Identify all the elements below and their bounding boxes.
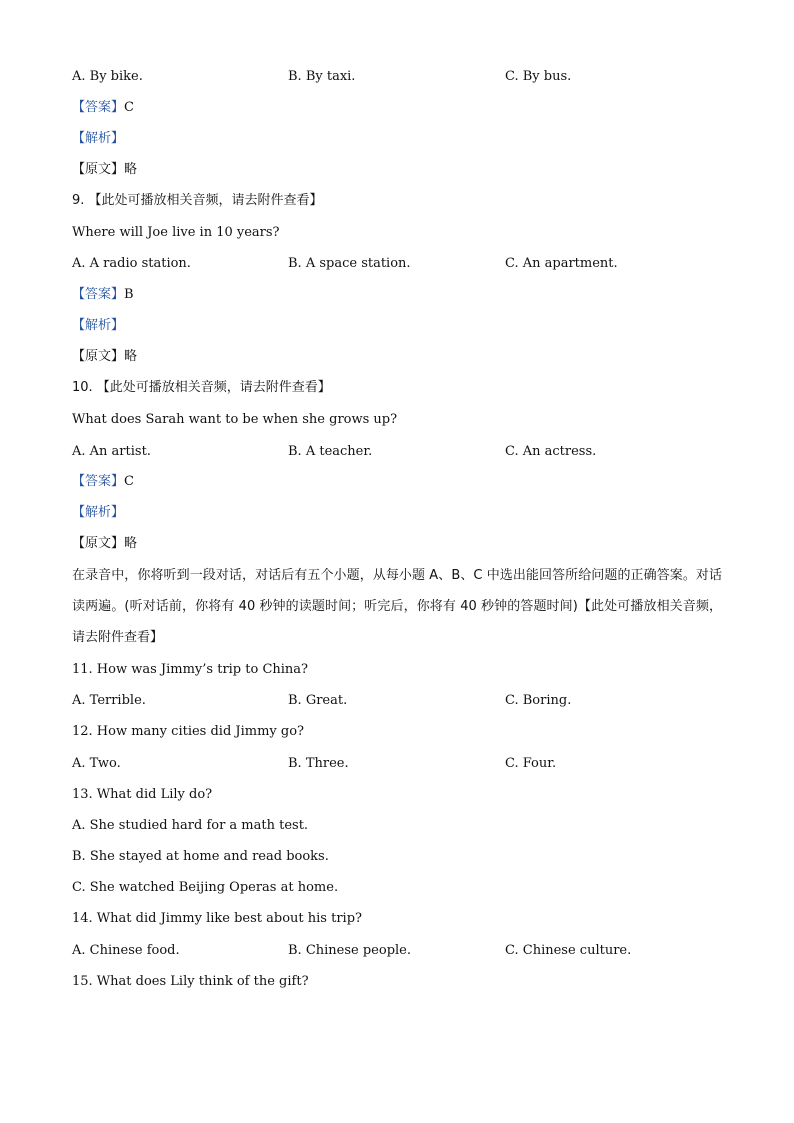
answer-label: 【答案】 (72, 100, 125, 115)
answer-label: 【答案】 (72, 287, 125, 302)
q8-option-a: A. By bike. (72, 69, 143, 84)
q11-option-a: A. Terrible. (72, 693, 146, 708)
q9-title: 9. 【此处可播放相关音频，请去附件查看】 (72, 193, 323, 208)
answer-value: C (124, 474, 134, 489)
q9-option-b: B. A space station. (288, 256, 411, 271)
original-value: 略 (124, 536, 138, 551)
q14-question: 14. What did Jimmy like best about his trip? (72, 911, 362, 926)
q13-option-a: A. She studied hard for a math test. (72, 818, 309, 833)
q10-answer (72, 474, 134, 490)
q9-option-a: A. A radio station. (72, 256, 191, 271)
q10-question: What does Sarah want to be when she grows up? (72, 412, 398, 427)
q9-original (72, 349, 137, 365)
q9-option-c: C. An apartment. (505, 256, 618, 271)
section-instruction: 在录音中，你将听到一段对话，对话后有五个小题，从每小题 A、B、C 中选出能回答所给问题的正确答案。对话读两遍。(听对话前，你将有 40 秒钟的读题时间；听完后，你将有 40 秒钟的答题时间)【此处可播放相关音频，请去附件查看】 (72, 568, 722, 645)
q11-question: 11. How was Jimmy’s trip to China? (72, 662, 309, 677)
q10-title: 10. 【此处可播放相关音频，请去附件查看】 (72, 380, 331, 395)
q12-option-c: C. Four. (505, 756, 557, 771)
q13-option-c: C. She watched Beijing Operas at home. (72, 880, 339, 895)
q14-option-b: B. Chinese people. (288, 943, 412, 958)
q13-option-b: B. She stayed at home and read books. (72, 849, 329, 864)
analysis-label: 【解析】 (72, 318, 125, 333)
q12-question: 12. How many cities did Jimmy go? (72, 724, 305, 739)
q9-answer (72, 287, 134, 303)
q10-option-b: B. A teacher. (288, 444, 373, 459)
original-value: 略 (124, 162, 138, 177)
q12-option-b: B. Three. (288, 756, 349, 771)
original-value: 略 (124, 349, 138, 364)
q8-answer (72, 100, 134, 116)
q14-option-a: A. Chinese food. (72, 943, 180, 958)
q10-option-a: A. An artist. (72, 444, 151, 459)
q10-option-c: C. An actress. (505, 444, 597, 459)
original-label: 【原文】 (72, 349, 125, 364)
q8-analysis (72, 131, 124, 147)
q8-option-b: B. By taxi. (288, 69, 356, 84)
q11-option-b: B. Great. (288, 693, 348, 708)
q8-option-c: C. By bus. (505, 69, 572, 84)
answer-label: 【答案】 (72, 474, 125, 489)
q10-analysis (72, 505, 124, 521)
answer-value: C (124, 100, 134, 115)
q8-original (72, 162, 137, 178)
original-label: 【原文】 (72, 536, 125, 551)
q15-question: 15. What does Lily think of the gift? (72, 974, 309, 989)
q12-option-a: A. Two. (72, 756, 121, 771)
q11-option-c: C. Boring. (505, 693, 572, 708)
original-label: 【原文】 (72, 162, 125, 177)
q13-question: 13. What did Lily do? (72, 787, 213, 802)
analysis-label: 【解析】 (72, 131, 125, 146)
analysis-label: 【解析】 (72, 505, 125, 520)
q9-analysis (72, 318, 124, 334)
q10-original (72, 536, 137, 552)
q14-option-c: C. Chinese culture. (505, 943, 632, 958)
q9-question: Where will Joe live in 10 years? (72, 225, 280, 240)
answer-value: B (124, 287, 134, 302)
